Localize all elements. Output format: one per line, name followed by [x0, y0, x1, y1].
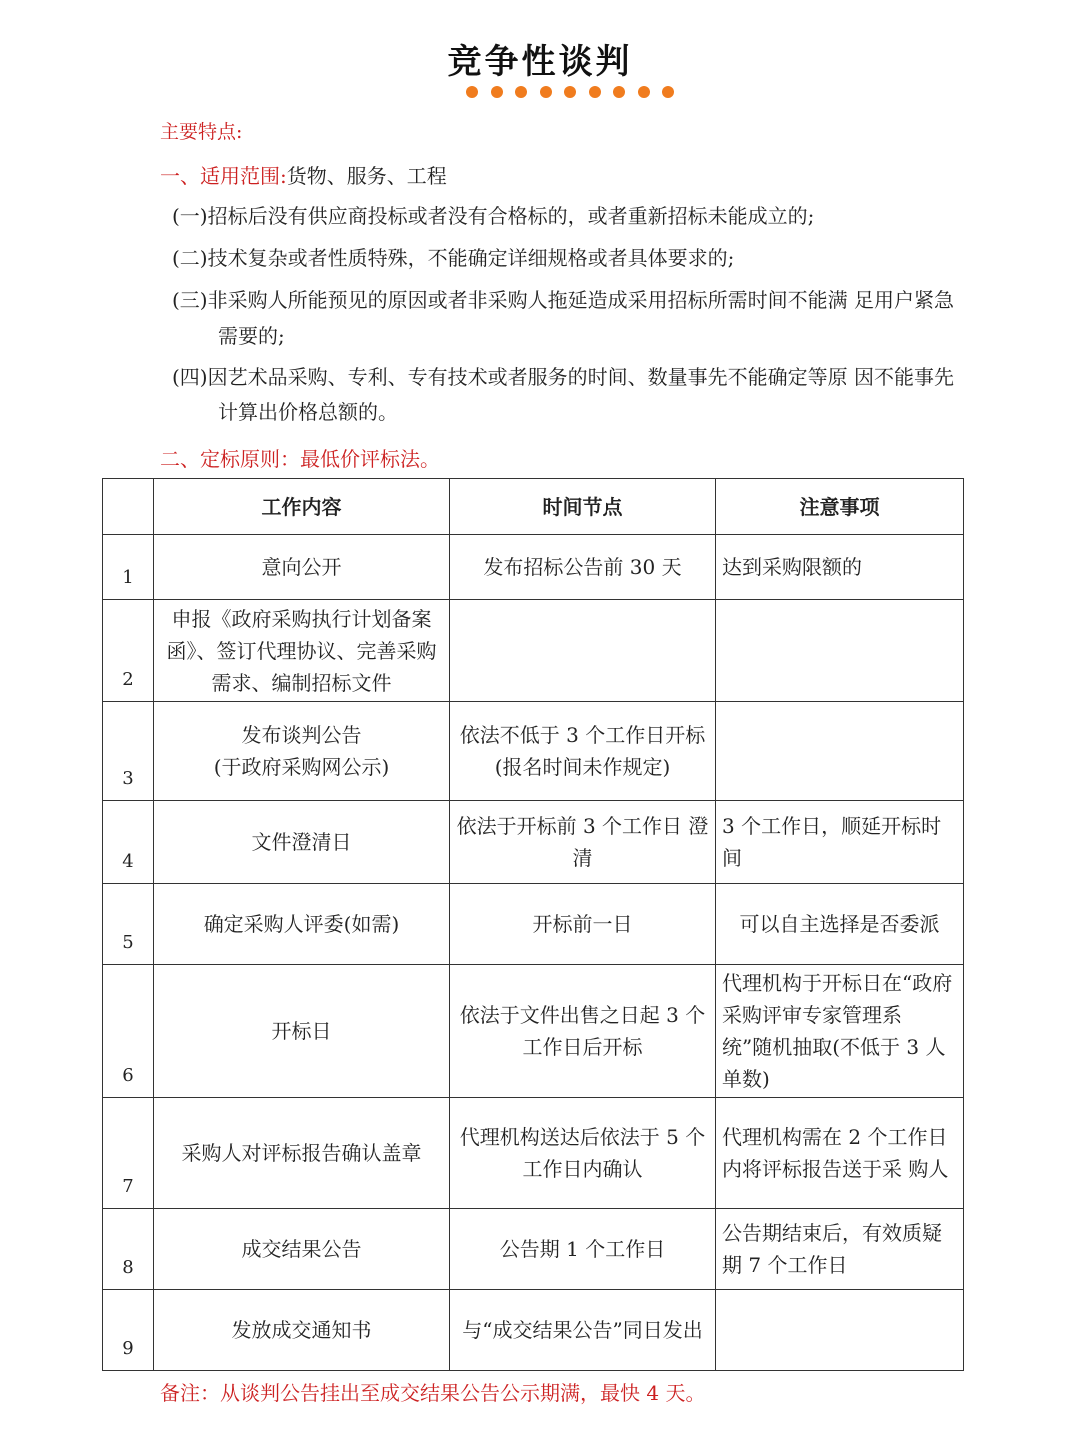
- divider-dot: [564, 86, 576, 98]
- header-cell: 时间节点: [450, 479, 716, 535]
- work-content-cell: 文件澄清日: [154, 801, 450, 884]
- work-content-cell: 确定采购人评委(如需): [154, 884, 450, 965]
- work-content-cell: 成交结果公告: [154, 1209, 450, 1290]
- row-number: 7: [103, 1098, 154, 1209]
- condition-item: (三)非采购人所能预见的原因或者非采购人拖延造成采用招标所需时间不能满 足用户紧急: [172, 288, 954, 312]
- row-number: 6: [103, 965, 154, 1098]
- row-number: 2: [103, 600, 154, 702]
- procedure-table: [102, 478, 964, 1371]
- time-node-cell: 发布招标公告前 30 天: [450, 535, 716, 600]
- divider-dot: [662, 86, 674, 98]
- table-row: [103, 1290, 964, 1371]
- time-node-cell: 依法于开标前 3 个工作日 澄清: [450, 801, 716, 884]
- note-cell: 公告期结束后，有效质疑期 7 个工作日: [716, 1209, 964, 1290]
- header-cell: [103, 479, 154, 535]
- table-header-row: [103, 479, 964, 535]
- table-row: [103, 965, 964, 1098]
- time-node-cell: 依法不低于 3 个工作日开标 (报名时间未作规定): [450, 702, 716, 801]
- title-dots-divider: [466, 86, 674, 98]
- work-content-cell: 意向公开: [154, 535, 450, 600]
- scope-value: 货物、服务、工程: [286, 164, 447, 188]
- row-number: 9: [103, 1290, 154, 1371]
- work-content-cell: 开标日: [154, 965, 450, 1098]
- divider-dot: [515, 86, 527, 98]
- header-cell: 注意事项: [716, 479, 964, 535]
- note-cell: [716, 600, 964, 702]
- work-content-cell: 发布谈判公告 (于政府采购网公示): [154, 702, 450, 801]
- note-cell: 代理机构于开标日在“政府采购评审专家管理系 统”随机抽取(不低于 3 人单数): [716, 965, 964, 1098]
- row-number: 8: [103, 1209, 154, 1290]
- principle-heading: 二、定标原则：最低价评标法。: [160, 447, 440, 471]
- divider-dot: [613, 86, 625, 98]
- condition-item: (四)因艺术品采购、专利、专有技术或者服务的时间、数量事先不能确定等原 因不能事先: [172, 365, 954, 389]
- condition-item-continued: 计算出价格总额的。: [218, 400, 398, 424]
- row-number: 1: [103, 535, 154, 600]
- time-node-cell: 与“成交结果公告”同日发出: [450, 1290, 716, 1371]
- note-cell: 可以自主选择是否委派: [716, 884, 964, 965]
- note-cell: 达到采购限额的: [716, 535, 964, 600]
- condition-item: (二)技术复杂或者性质特殊，不能确定详细规格或者具体要求的;: [172, 246, 735, 270]
- features-heading: 主要特点:: [160, 121, 243, 143]
- time-node-cell: [450, 600, 716, 702]
- time-node-cell: 公告期 1 个工作日: [450, 1209, 716, 1290]
- note-cell: 代理机构需在 2 个工作日内将评标报告送于采 购人: [716, 1098, 964, 1209]
- time-node-cell: 代理机构送达后依法于 5 个工作日内确认: [450, 1098, 716, 1209]
- work-content-cell: 采购人对评标报告确认盖章: [154, 1098, 450, 1209]
- divider-dot: [491, 86, 503, 98]
- note-cell: 3 个工作日，顺延开标时间: [716, 801, 964, 884]
- table-row: [103, 535, 964, 600]
- table-row: [103, 600, 964, 702]
- table-row: [103, 1098, 964, 1209]
- page-title: 竞争性谈判: [447, 42, 633, 82]
- scope-line: [160, 160, 447, 189]
- divider-dot: [589, 86, 601, 98]
- condition-item: (一)招标后没有供应商投标或者没有合格标的，或者重新招标未能成立的;: [172, 204, 815, 228]
- divider-dot: [466, 86, 478, 98]
- row-number: 5: [103, 884, 154, 965]
- time-node-cell: 开标前一日: [450, 884, 716, 965]
- note-cell: [716, 702, 964, 801]
- condition-item-continued: 需要的;: [218, 324, 285, 348]
- header-cell: 工作内容: [154, 479, 450, 535]
- work-content-cell: 申报《政府采购执行计划备案函》、签订代理协议、完善采购需求、编制招标文件: [154, 600, 450, 702]
- row-number: 4: [103, 801, 154, 884]
- divider-dot: [638, 86, 650, 98]
- table-row: [103, 1209, 964, 1290]
- footnote: 备注：从谈判公告挂出至成交结果公告公示期满，最快 4 天。: [160, 1381, 706, 1405]
- time-node-cell: 依法于文件出售之日起 3 个工作日后开标: [450, 965, 716, 1098]
- table-row: [103, 884, 964, 965]
- note-cell: [716, 1290, 964, 1371]
- scope-label: 一、适用范围:: [160, 164, 287, 188]
- work-content-cell: 发放成交通知书: [154, 1290, 450, 1371]
- row-number: 3: [103, 702, 154, 801]
- table-row: [103, 801, 964, 884]
- table-row: [103, 702, 964, 801]
- divider-dot: [540, 86, 552, 98]
